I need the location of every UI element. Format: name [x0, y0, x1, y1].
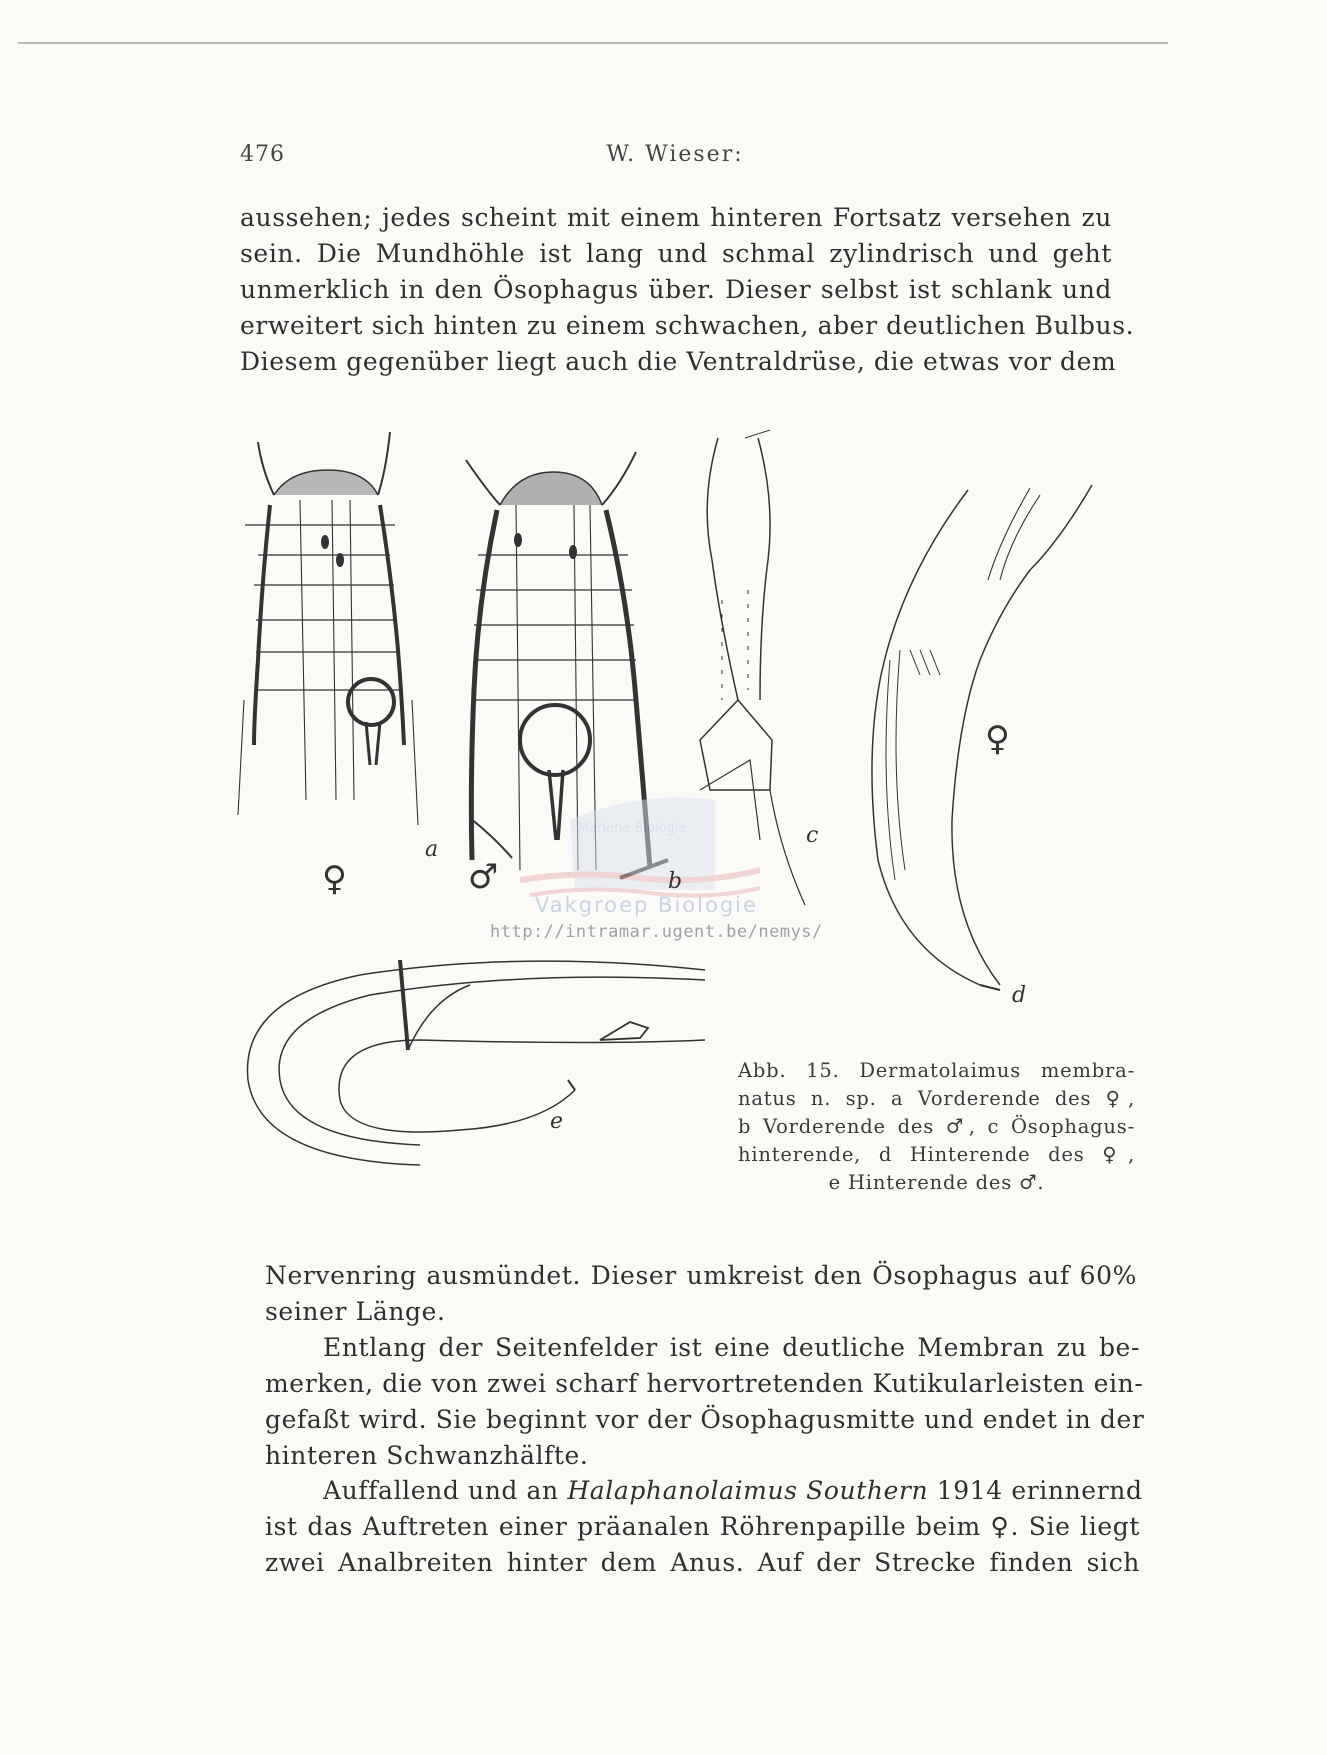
figure-caption — [738, 1057, 1135, 1197]
text-line: zwei Analbreiten hinter dem Anus. Auf der Strecke finden sich — [265, 1548, 1140, 1577]
paragraph-nervenring — [265, 1258, 1137, 1330]
caption-line: e Hinterende des ♂. — [828, 1171, 1045, 1194]
text-span: 1914 erinnernd — [928, 1476, 1143, 1505]
watermark-url: http://intramar.ugent.be/nemys/ — [490, 922, 823, 942]
text-line: ist das Auftreten einer präanalen Röhrenpapille beim ♀. Sie liegt — [265, 1512, 1140, 1541]
text-line — [265, 1473, 1143, 1509]
female-symbol-d: ♀ — [985, 719, 1010, 759]
text-line: erweitert sich hinten zu einem schwachen, aber deutlichen Bulbus. — [240, 311, 1135, 340]
label-a: a — [425, 837, 439, 862]
taxon-name: Halaphanolaimus Southern — [567, 1476, 929, 1505]
label-b: b — [668, 869, 683, 894]
paragraph-entlang — [265, 1330, 1145, 1474]
text-line: unmerklich in den Ösophagus über. Dieser selbst ist schlank und — [240, 275, 1112, 304]
drawing-a-female-head — [238, 432, 418, 825]
drawing-c-oesophagus — [700, 430, 805, 905]
text-span: Auffallend und an — [323, 1476, 568, 1505]
label-c: c — [806, 823, 819, 848]
watermark-vakgroep: Vakgroep Biologie — [535, 893, 758, 917]
text-line: Entlang der Seitenfelder ist eine deutliche Membran zu be- — [323, 1333, 1140, 1362]
drawing-d-female-tail — [872, 485, 1092, 990]
caption-line: natus n. sp. a Vorderende des ♀, — [738, 1087, 1135, 1110]
text-line: Nervenring ausmündet. Dieser umkreist den Ösophagus auf 60% — [265, 1261, 1137, 1290]
drawing-e-male-tail — [248, 960, 706, 1165]
text-line: gefaßt wird. Sie beginnt vor der Ösophagusmitte und endet in der — [265, 1405, 1145, 1434]
page-number: 476 — [240, 142, 285, 167]
text-line: sein. Die Mundhöhle ist lang und schmal zylindrisch und geht — [240, 239, 1112, 268]
female-symbol-a: ♀ — [322, 859, 347, 899]
caption-line: b Vorderende des ♂, c Ösophagus- — [738, 1115, 1135, 1138]
watermark-logo — [520, 798, 760, 896]
text-line: merken, die von zwei scharf hervortretenden Kutikularleisten ein- — [265, 1369, 1144, 1398]
label-d: d — [1012, 983, 1027, 1008]
text-line: aussehen; jedes scheint mit einem hinteren Fortsatz versehen zu — [240, 203, 1112, 232]
male-symbol-b: ♂ — [468, 857, 499, 897]
text-line: seiner Länge. — [265, 1297, 446, 1326]
watermark-logo-text: Mariene Biologie — [578, 821, 687, 836]
label-e: e — [550, 1109, 564, 1134]
caption-line: hinterende, d Hinterende des ♀, — [738, 1143, 1135, 1166]
running-head-author: W. Wieser: — [606, 142, 744, 167]
caption-line: Abb. 15. Dermatolaimus membra- — [738, 1059, 1135, 1082]
paragraph-auffallend — [265, 1473, 1143, 1581]
text-line: Diesem gegenüber liegt auch die Ventraldrüse, die etwas vor dem — [240, 347, 1117, 376]
text-line: hinteren Schwanzhälfte. — [265, 1441, 589, 1470]
